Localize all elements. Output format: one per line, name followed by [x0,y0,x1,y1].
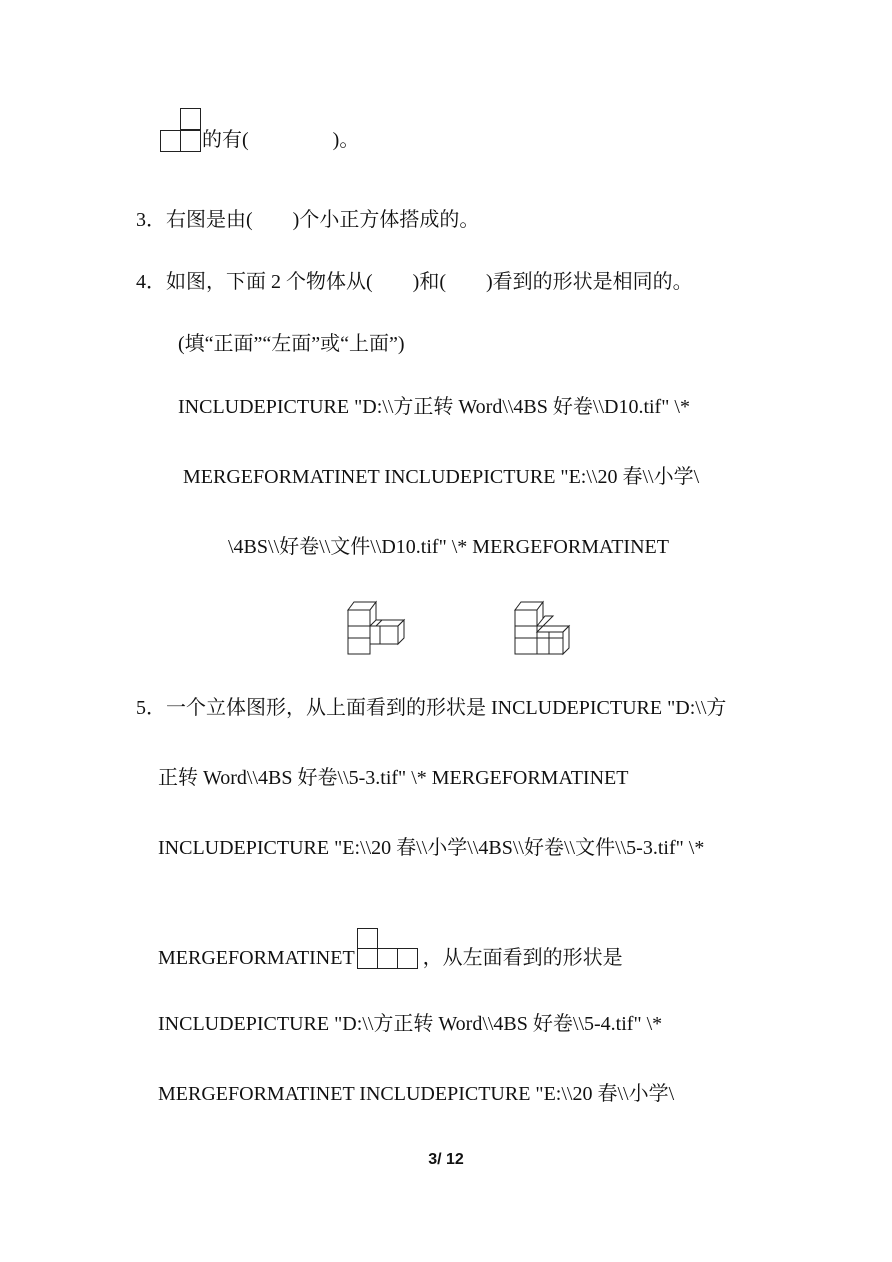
q4-field-code-3: \4BS\\好卷\\文件\\D10.tif" \* MERGEFORMATINET [228,536,669,558]
q5-line-6: MERGEFORMATINET INCLUDEPICTURE "E:\\20 春\\小学\ [158,1083,675,1105]
q5-text-1: 一个立体图形，从上面看到的形状是 INCLUDEPICTURE "D:\\方 [166,697,727,719]
l-shape-grid-icon [158,108,202,152]
q5-line-5: INCLUDEPICTURE "D:\\方正转 Word\\4BS 好卷\\5-4.tif" \* [158,1013,663,1035]
q4-middle: )和( [412,271,446,293]
q4-line [136,270,693,294]
q4-field-code-2: MERGEFORMATINET INCLUDEPICTURE "E:\\20 春\\小学\ [183,466,700,488]
q3-line [136,208,479,232]
q4-after: )看到的形状是相同的。 [486,271,693,293]
q4-field-code-1: INCLUDEPICTURE "D:\\方正转 Word\\4BS 好卷\\D10.tif" \* [178,396,690,418]
q5-line-4-before: MERGEFORMATINET [158,947,355,969]
q5-line-4 [158,926,623,970]
top-view-grid-icon [355,926,423,970]
q5-line-1 [136,696,726,720]
q5-number: 5． [136,697,166,719]
q4-hint: (填“正面”“左面”或“上面”) [178,333,405,355]
q4-number: 4． [136,271,166,293]
q4-figures [0,598,892,658]
q3-number: 3． [136,209,166,231]
q2-tail-close: )。 [332,129,360,151]
q2-tail-line [158,108,359,152]
q3-before: 右图是由( [166,209,253,231]
page-number: 3/ 12 [428,1151,464,1168]
q5-line-4-after: ，从左面看到的形状是 [422,947,623,969]
cube-figure-right [513,598,583,658]
q4-before: 如图，下面 2 个物体从( [166,271,373,293]
cube-figure-left [346,598,416,658]
q5-line-2: 正转 Word\\4BS 好卷\\5-3.tif" \* MERGEFORMATINET [158,767,629,789]
q2-tail-label: 的有( [202,129,249,151]
q5-line-3: INCLUDEPICTURE "E:\\20 春\\小学\\4BS\\好卷\\文件\\5-3.tif" \* [158,837,705,859]
q3-after: )个小正方体搭成的。 [292,209,480,231]
